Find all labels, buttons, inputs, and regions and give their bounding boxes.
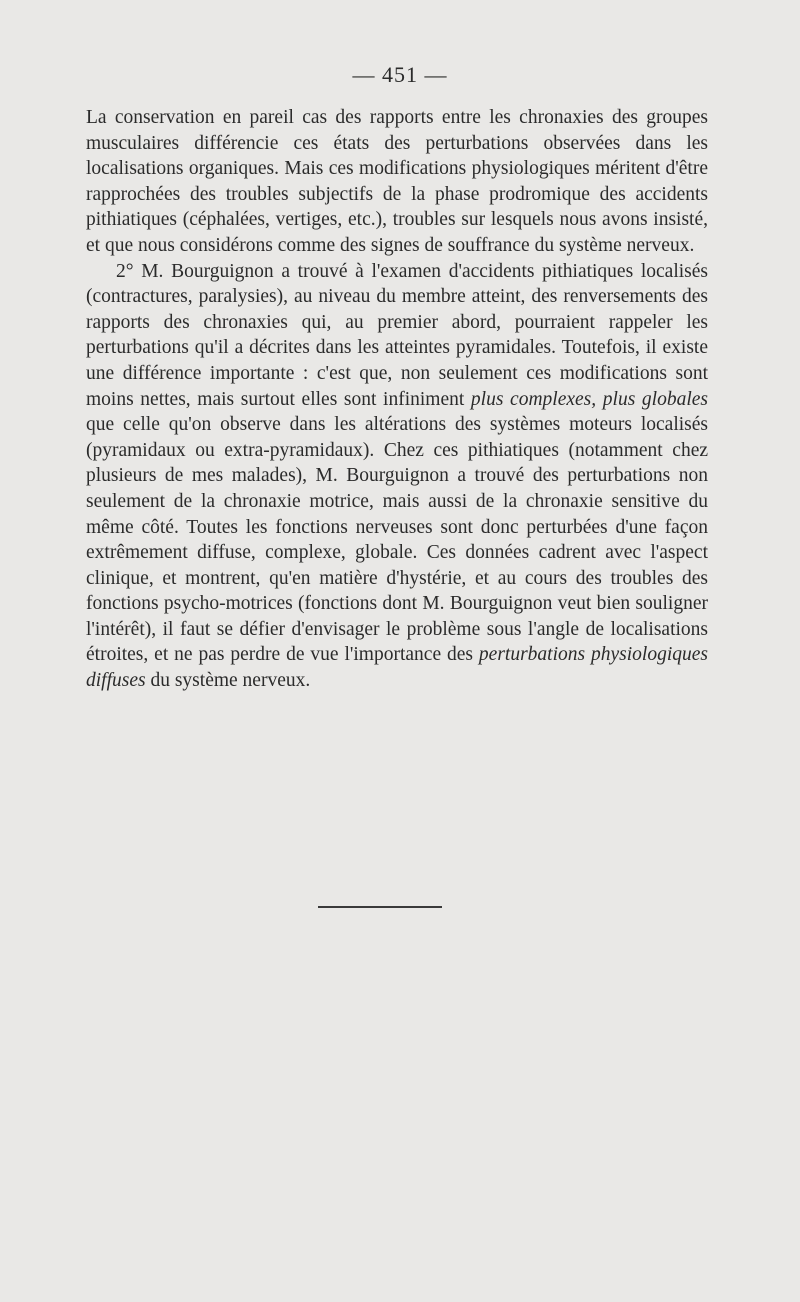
paragraph-2 [86,259,708,694]
paragraph-2-text-1: 2° M. Bourguignon a trouvé à l'examen d'accidents pithiatiques localisés (contractures, paralysies), au niveau du membre atteint, des renversements des rapports des chronaxies qui, au premier abord, pourraient rappeler les perturbations qu'il a décrites dans les atteintes pyramidales. Toutefois, il existe une différence importante : c'est que, non seulement ces modifications sont moins nettes, mais surtout elles sont infiniment [86,260,708,410]
paragraph-1: La conservation en pareil cas des rapports entre les chronaxies des groupes musculaires différencie ces états des perturbations observées dans les localisations organiques. Mais ces modifications physiologiques méritent d'être rapprochées des troubles subjectifs de la phase prodromique des accidents pithiatiques (céphalées, vertiges, etc.), troubles sur lesquels nous avons insisté, et que nous considérons comme des signes de souffrance du système nerveux. [86,107,708,256]
page-number: — 451 — [352,62,448,87]
paragraph-2-text-3: du système nerveux. [145,670,311,692]
paragraph-2-italic-1: plus complexes, plus globales [470,388,708,410]
body-text [86,105,708,694]
paragraph-2-italic-2: perturbations physiologiques diffuses [86,644,708,692]
paragraph-2-text-2: que celle qu'on observe dans les altérations des systèmes moteurs localisés (pyramidaux ou extra-pyramidaux). Chez ces pithiatiques (notamment chez plusieurs de mes malades), M. Bourguignon a trouvé des perturbations non seulement de la chronaxie motrice, mais aussi de la chronaxie sensitive du même côté. Toutes les fonctions nerveuses sont donc perturbées d'une façon extrêmement diffuse, complexe, globale. Ces données cadrent avec l'aspect clinique, et montrent, qu'en matière d'hystérie, et au cours des troubles des fonctions psycho-motrices (fonctions dont M. Bourguignon veut bien souligner l'intérêt), il faut se défier d'envisager le problème sous l'angle de localisations étroites, et ne pas perdre de vue l'importance des [86,414,708,666]
section-end-rule [318,906,442,908]
